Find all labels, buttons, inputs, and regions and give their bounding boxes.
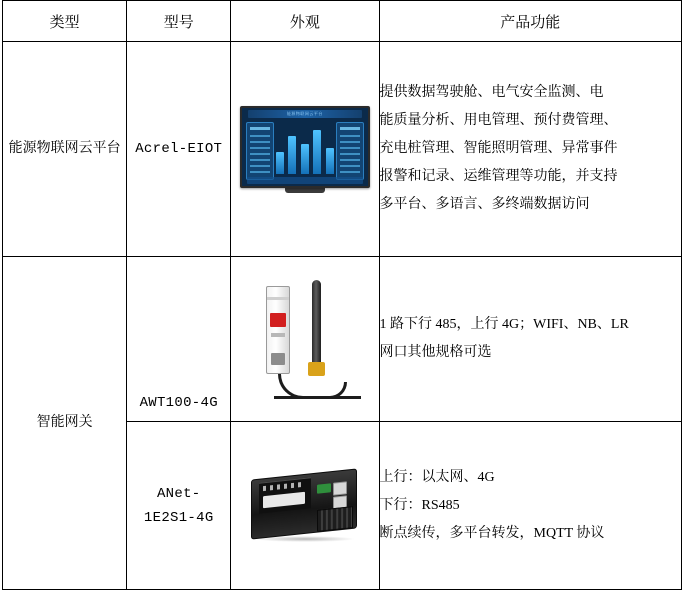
- table-row: [3, 257, 682, 422]
- header-appearance: 外观: [231, 1, 379, 42]
- cell-model-acrel-eiot: Acrel-EIOT: [127, 42, 231, 257]
- function-line: 断点续传，多平台转发，MQTT 协议: [379, 525, 605, 541]
- model-text: AWT100-4G: [139, 395, 218, 411]
- cell-function-gateway: [379, 257, 681, 422]
- function-line: 报警和记录、运维管理等功能，并支持: [379, 169, 618, 184]
- model-text-line1: ANet-: [156, 485, 201, 502]
- anet-communication-manager-photo: [245, 468, 365, 544]
- header-type: 类型: [3, 1, 127, 42]
- cell-image-anet: [231, 422, 379, 590]
- function-line: 提供数据驾驶舱、电气安全监测、电: [379, 85, 604, 100]
- cell-function-anet: [379, 422, 681, 590]
- cell-function-cloud-platform: [379, 42, 681, 257]
- table-header-row: [3, 1, 682, 42]
- cell-type-smart-gateway: 智能网关: [3, 257, 127, 590]
- cell-image-cloud-platform: [231, 42, 379, 257]
- function-line: 多平台、多语言、多终端数据访问: [379, 197, 590, 212]
- table-row: [3, 42, 682, 257]
- model-text-line2: 1E2S1-4G: [143, 509, 214, 526]
- monitor-stand: [285, 188, 325, 193]
- cell-model-anet-1e2s1-4g: [127, 422, 231, 590]
- header-function: 产品功能: [379, 1, 681, 42]
- function-line: 能质量分析、用电管理、预付费管理、: [379, 113, 618, 128]
- wireless-gateway-with-antenna-photo: [238, 278, 372, 400]
- cell-model-awt100-4g: [127, 257, 231, 422]
- function-line: 下行：RS485: [379, 497, 460, 513]
- function-line: 1 路下行 485，上行 4G；WIFI、NB、LR: [379, 317, 629, 332]
- function-line: 网口其他规格可选: [379, 345, 492, 360]
- function-line: 上行：以太网、4G: [379, 469, 495, 485]
- header-model: 型号: [127, 1, 231, 42]
- cloud-platform-monitor-photo: 能源物联网云平台: [240, 106, 370, 188]
- cell-image-gateway: [231, 257, 379, 422]
- function-line: 充电桩管理、智能照明管理、异常事件: [379, 141, 618, 156]
- product-spec-table: [2, 0, 682, 590]
- cell-type-cloud-platform: 能源物联网云平台: [3, 42, 127, 257]
